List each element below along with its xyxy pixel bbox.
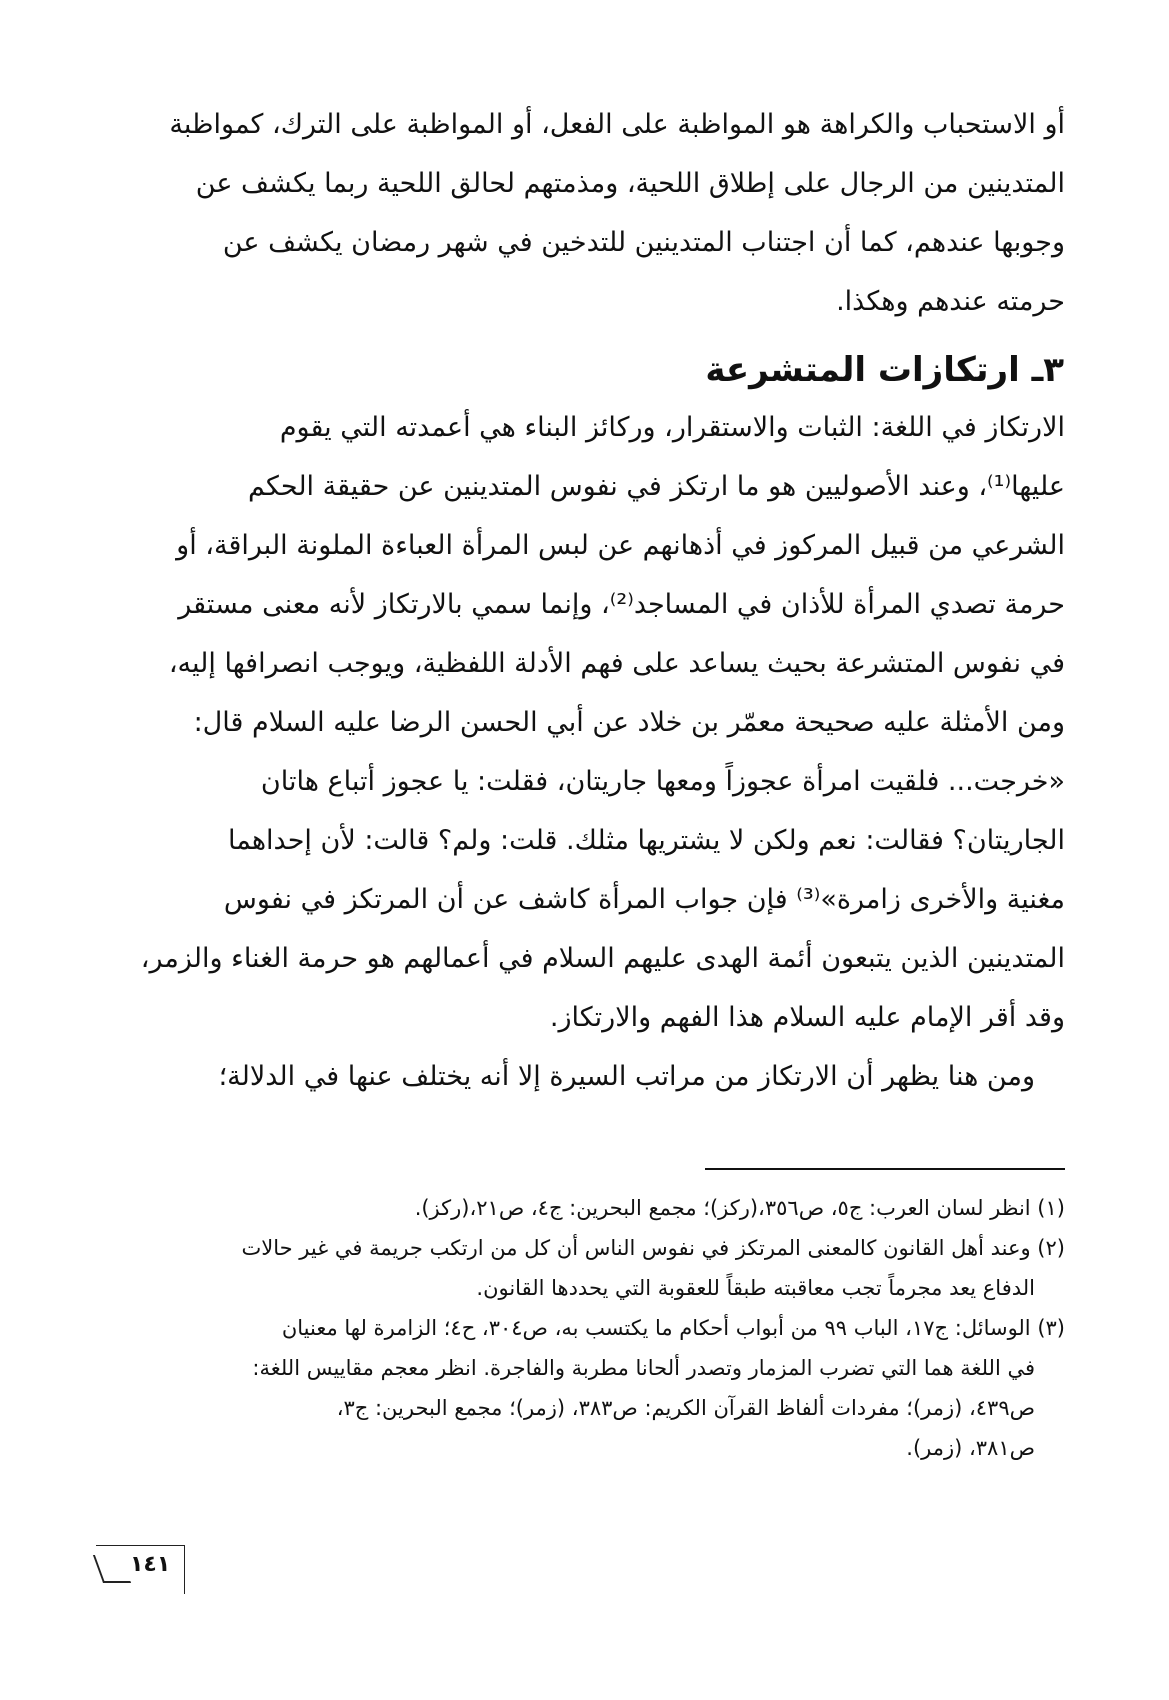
text-line: ومن هنا يظهر أن الارتكاز من مراتب السيرة إلا أنه يختلف عنها في الدلالة؛ [218, 1061, 1035, 1092]
text-line: «خرجت... فلقيت امرأة عجوزاً ومعها جاريتان، فقلت: يا عجوز أتباع هاتان [260, 766, 1065, 797]
text-line: ومن الأمثلة عليه صحيحة معمّر بن خلاد عن أبي الحسن الرضا عليه السلام قال: [193, 707, 1065, 738]
text-line: المتدينين من الرجال على إطلاق اللحية، ومذمتهم لحالق اللحية ربما يكشف عن [195, 168, 1065, 199]
text-line: عليها⁽¹⁾، وعند الأصوليين هو ما ارتكز في نفوس المتدينين عن حقيقة الحكم [248, 471, 1065, 502]
text-line: الجاريتان؟ فقالت: نعم ولكن لا يشتريها مثلك. قلت: ولم؟ قالت: لأن إحداهما [227, 825, 1065, 856]
footnotes [125, 1188, 1065, 1468]
page-number: ١٤١ [130, 1552, 171, 1577]
footnote-divider [705, 1168, 1065, 1170]
text-line: الارتكاز في اللغة: الثبات والاستقرار، وركائز البناء هي أعمدته التي يقوم [279, 412, 1065, 443]
paragraph-2 [125, 398, 1065, 1106]
text-line: الشرعي من قبيل المركوز في أذهانهم عن لبس المرأة العباءة الملونة البراقة، أو [176, 530, 1065, 561]
page-number-box [96, 1545, 184, 1593]
footnote-line: الدفاع يعد مجرماً تجب معاقبته طبقاً للعقوبة التي يحددها القانون. [476, 1276, 1035, 1300]
text-line: وجوبها عندهم، كما أن اجتناب المتدينين للتدخين في شهر رمضان يكشف عن [222, 227, 1065, 258]
text-line: مغنية والأخرى زامرة»⁽³⁾ فإن جواب المرأة كاشف عن أن المرتكز في نفوس [223, 884, 1065, 915]
text-line: المتدينين الذين يتبعون أئمة الهدى عليهم السلام في أعمالهم هو حرمة الغناء والزمر، [140, 943, 1065, 974]
footnote-line: (٢) وعند أهل القانون كالمعنى المرتكز في نفوس الناس أن كل من ارتكب جريمة في غير حالات [241, 1236, 1065, 1260]
footnote-line: ص٤٣٩، (زمر)؛ مفردات ألفاظ القرآن الكريم: ص٣٨٣، (زمر)؛ مجمع البحرين: ج٣، [336, 1396, 1035, 1420]
text-line: حرمته عندهم وهكذا. [836, 286, 1065, 317]
text-line: وقد أقر الإمام عليه السلام هذا الفهم والارتكاز. [549, 1002, 1065, 1033]
footnote-line: (٣) الوسائل: ج١٧، الباب ٩٩ من أبواب أحكام ما يكتسب به، ص٣٠٤، ح٤؛ الزامرة لها معنيان [281, 1316, 1065, 1340]
section-heading: ٣ـ ارتكازات المتشرعة [705, 350, 1064, 390]
text-line: في نفوس المتشرعة بحيث يساعد على فهم الأدلة اللفظية، ويوجب انصرافها إليه، [168, 648, 1065, 679]
text-line: أو الاستحباب والكراهة هو المواظبة على الفعل، أو المواظبة على الترك، كمواظبة [169, 109, 1065, 140]
footnote-line: ص٣٨١، (زمر). [906, 1436, 1035, 1460]
text-line: حرمة تصدي المرأة للأذان في المساجد⁽²⁾، وإنما سمي بالارتكاز لأنه معنى مستقر [178, 589, 1065, 620]
footnote-line: في اللغة هما التي تضرب المزمار وتصدر ألحانا مطربة والفاجرة. انظر معجم مقاييس اللغة: [252, 1356, 1035, 1380]
paragraph-1 [125, 95, 1065, 331]
footnote-line: (١) انظر لسان العرب: ج٥، ص٣٥٦،(ركز)؛ مجمع البحرين: ج٤، ص٢١،(ركز). [414, 1196, 1065, 1220]
